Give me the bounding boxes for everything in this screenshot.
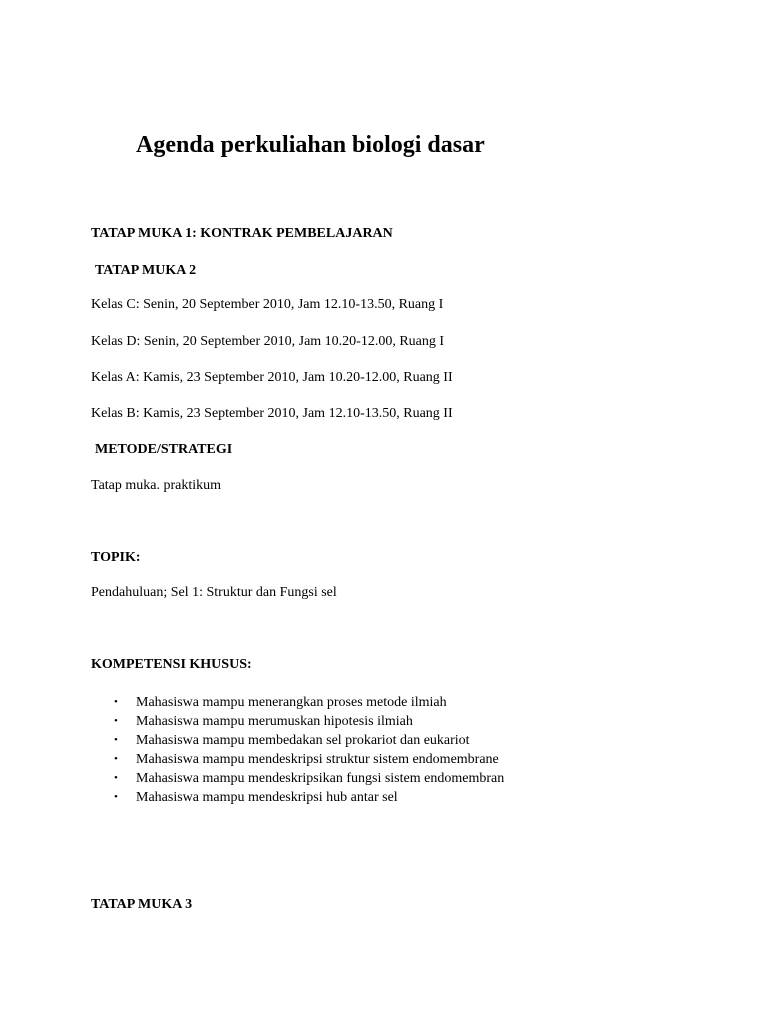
list-item <box>112 731 504 750</box>
schedule-line-kelas-c: Kelas C: Senin, 20 September 2010, Jam 12.10-13.50, Ruang I <box>91 297 444 312</box>
topik-text: Pendahuluan; Sel 1: Struktur dan Fungsi sel <box>91 585 337 600</box>
kompetensi-list <box>112 693 504 807</box>
list-item <box>112 750 504 769</box>
heading-tatap-muka-1: TATAP MUKA 1: KONTRAK PEMBELAJARAN <box>91 226 393 241</box>
page-title: Agenda perkuliahan biologi dasar <box>136 132 485 158</box>
bullet-icon: • <box>114 772 118 784</box>
heading-tatap-muka-3: TATAP MUKA 3 <box>91 897 193 912</box>
list-item-text: Mahasiswa mampu membedakan sel prokariot dan eukariot <box>136 733 470 748</box>
list-item-text: Mahasiswa mampu merumuskan hipotesis ilmiah <box>136 714 413 729</box>
heading-tatap-muka-2: TATAP MUKA 2 <box>95 263 197 278</box>
bullet-icon: • <box>114 696 118 708</box>
schedule-line-kelas-a: Kelas A: Kamis, 23 September 2010, Jam 10.20-12.00, Ruang II <box>91 370 453 385</box>
bullet-icon: • <box>114 791 118 803</box>
list-item-text: Mahasiswa mampu mendeskripsi struktur sistem endomembrane <box>136 752 499 767</box>
list-item <box>112 712 504 731</box>
list-item <box>112 693 504 712</box>
list-item <box>112 788 504 807</box>
heading-topik: TOPIK: <box>91 550 141 565</box>
metode-text: Tatap muka. praktikum <box>91 478 222 493</box>
bullet-icon: • <box>114 753 118 765</box>
list-item-text: Mahasiswa mampu menerangkan proses metode ilmiah <box>136 695 447 710</box>
list-item <box>112 769 504 788</box>
bullet-icon: • <box>114 715 118 727</box>
heading-kompetensi-khusus: KOMPETENSI KHUSUS: <box>91 657 252 672</box>
bullet-icon: • <box>114 734 118 746</box>
schedule-line-kelas-d: Kelas D: Senin, 20 September 2010, Jam 10.20-12.00, Ruang I <box>91 334 445 349</box>
list-item-text: Mahasiswa mampu mendeskripsikan fungsi sistem endomembran <box>136 771 505 786</box>
schedule-line-kelas-b: Kelas B: Kamis, 23 September 2010, Jam 12.10-13.50, Ruang II <box>91 406 453 421</box>
list-item-text: Mahasiswa mampu mendeskripsi hub antar sel <box>136 790 398 805</box>
heading-metode-strategi: METODE/STRATEGI <box>95 442 233 457</box>
